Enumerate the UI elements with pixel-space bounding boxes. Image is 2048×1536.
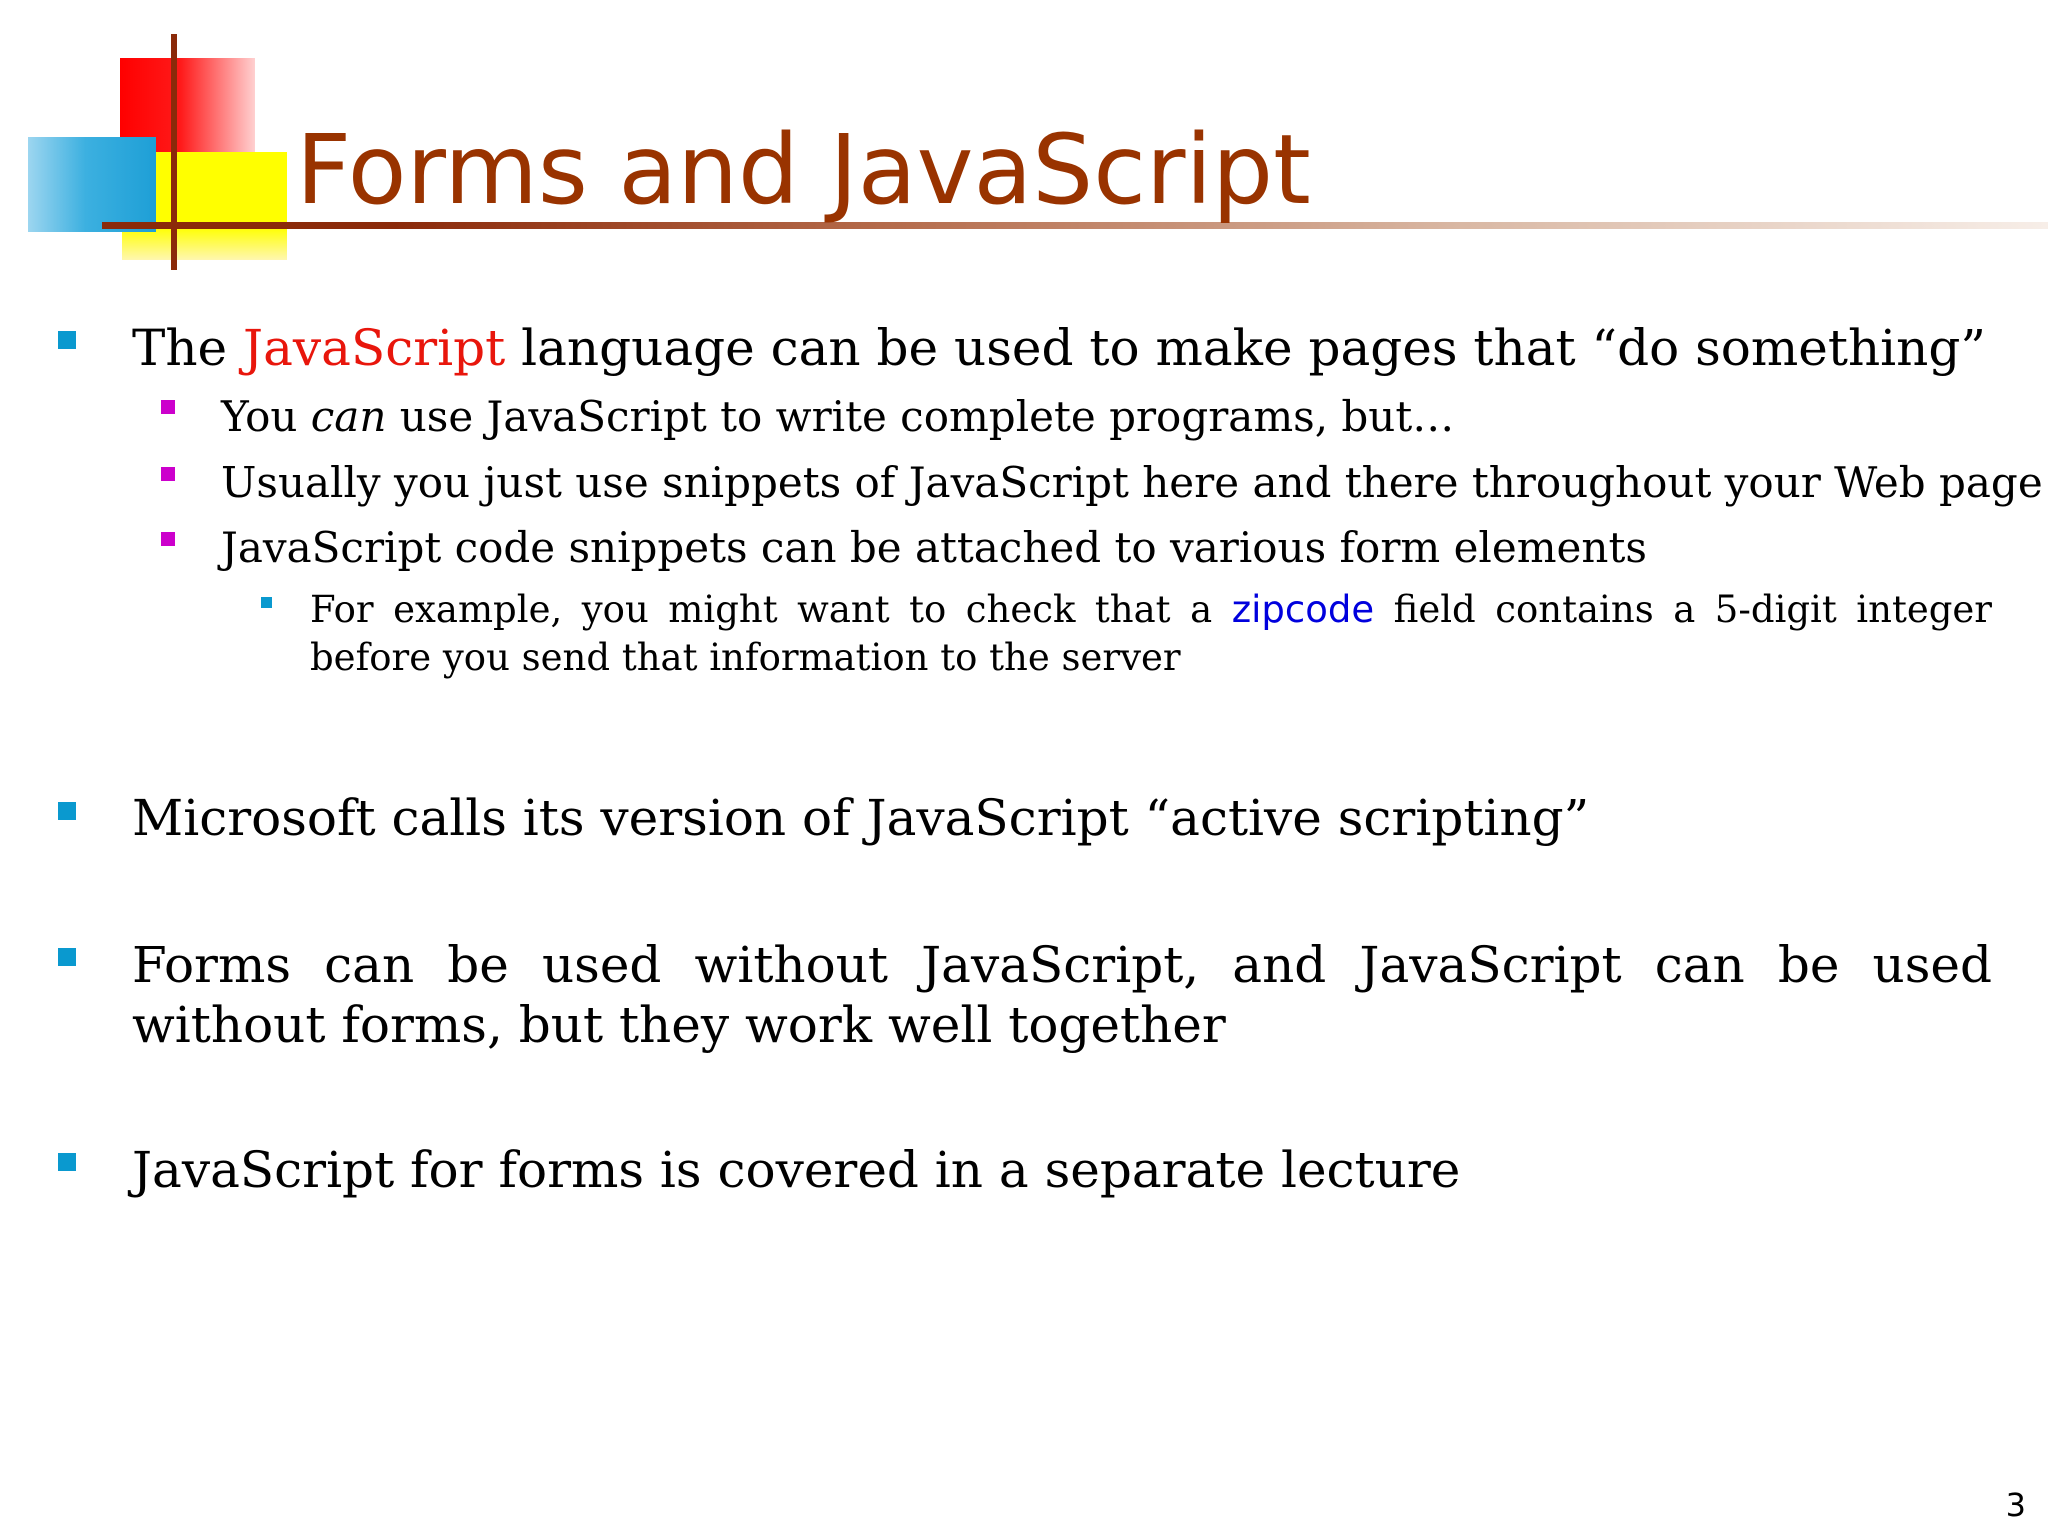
bullet-text: Microsoft calls its version of JavaScript “active scripting”	[132, 789, 1590, 847]
can-emphasis: can	[310, 392, 387, 441]
sub-sub-bullet-zipcode-example	[310, 586, 1992, 682]
bullet-text: JavaScript code snippets can be attached to various form elements	[221, 523, 1647, 572]
page-number: 3	[2005, 1486, 2026, 1524]
bullet-marker	[58, 948, 76, 966]
bullet-text: JavaScript for forms is covered in a separate lecture	[132, 1141, 1461, 1199]
bullet-text: Usually you just use snippets of JavaScript here and there throughout your Web page	[221, 458, 2043, 507]
sub-bullet-complete-programs	[221, 392, 1454, 442]
bullet-marker	[58, 1153, 76, 1171]
sub-bullet-snippets	[221, 458, 2043, 508]
bullet-text: use JavaScript to write complete programs, but…	[386, 392, 1455, 441]
bullet-text: The	[132, 319, 244, 377]
slide-title: Forms and JavaScript	[296, 114, 1311, 226]
sub-bullet-marker	[161, 532, 175, 546]
bullet-separate-lecture	[132, 1140, 1460, 1200]
bullet-text: Forms can be used without JavaScript, and JavaScript can be used without forms, but they work well together	[132, 936, 1992, 1054]
bullet-text: field contains a 5-digit integer before you send that information to the server	[310, 588, 1992, 679]
javascript-highlight: JavaScript	[243, 319, 506, 377]
bullet-text: For example, you might want to check that a	[310, 588, 1232, 631]
sub-bullet-form-elements	[221, 523, 1647, 573]
bullet-microsoft-active-scripting	[132, 788, 1589, 848]
zipcode-code: zipcode	[1231, 588, 1375, 631]
bullet-text: You	[221, 392, 311, 441]
sub-bullet-marker	[161, 400, 175, 414]
bullet-marker	[58, 802, 76, 820]
sub-bullet-marker	[161, 467, 175, 481]
bullet-marker	[58, 331, 76, 349]
bullet-forms-without-javascript	[132, 935, 1992, 1055]
sub-sub-bullet-marker	[261, 597, 272, 608]
bullet-text: language can be used to make pages that “do something”	[505, 319, 1986, 377]
bullet-javascript-language	[132, 318, 1986, 378]
